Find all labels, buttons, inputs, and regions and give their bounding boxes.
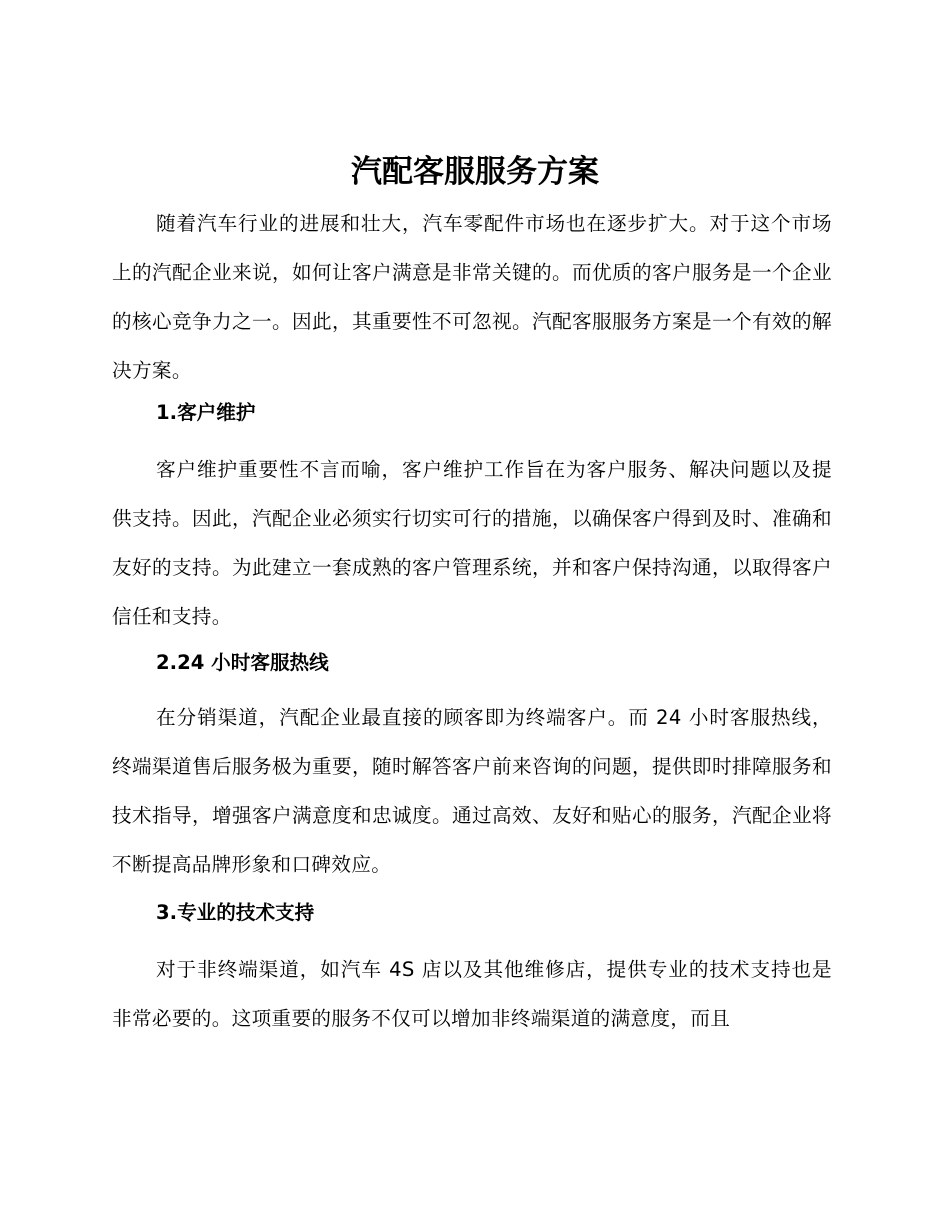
section-body-hotline: 在分销渠道，汽配企业最直接的顾客即为终端客户。而 24 小时客服热线，终端渠道售后服务极为重要，随时解答客户前来咨询的问题，提供即时排障服务和技术指导，增强客户满意度和忠诚度。通过高效、友好和贴心的服务，汽配企业将不断提高品牌形象和口碑效应。 [112,706,832,876]
section-heading-customer-maintenance: 1.客户维护 [156,401,256,424]
section-body-technical-support: 对于非终端渠道，如汽车 4S 店以及其他维修店，提供专业的技术支持也是非常必要的。这项重要的服务不仅可以增加非终端渠道的满意度，而且 [112,958,832,1030]
section-heading-technical-support: 3.专业的技术支持 [156,901,315,924]
section-body-customer-maintenance: 客户维护重要性不言而喻，客户维护工作旨在为客户服务、解决问题以及提供支持。因此，汽配企业必须实行切实可行的措施，以确保客户得到及时、准确和友好的支持。为此建立一套成熟的客户管理系统，并和客户保持沟通，以取得客户信任和支持。 [112,458,832,628]
section-heading-hotline: 2.24 小时客服热线 [156,651,329,674]
document-title: 汽配客服服务方案 [351,154,599,190]
intro-paragraph: 随着汽车行业的进展和壮大，汽车零配件市场也在逐步扩大。对于这个市场上的汽配企业来说，如何让客户满意是非常关键的。而优质的客户服务是一个企业的核心竞争力之一。因此，其重要性不可忽视。汽配客服服务方案是一个有效的解决方案。 [112,212,832,382]
